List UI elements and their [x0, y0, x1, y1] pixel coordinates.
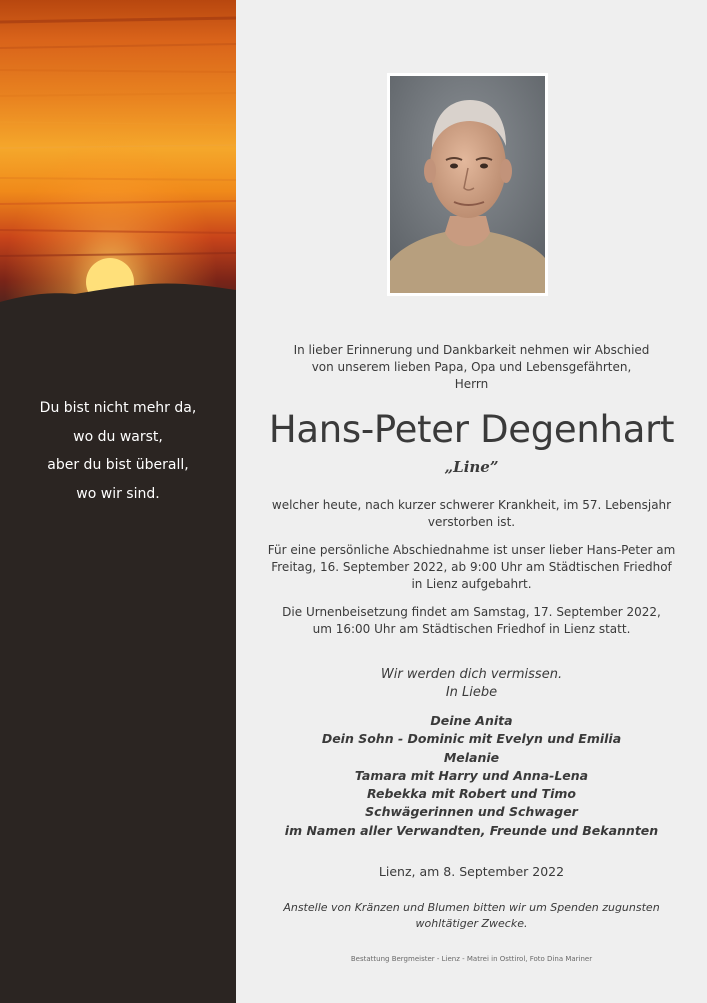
right-panel [236, 0, 707, 1003]
text-line: Freitag, 16. September 2022, ab 9:00 Uhr am Städtischen Friedhof [271, 560, 672, 574]
text-line: In Liebe [445, 685, 498, 700]
portrait-photo [390, 76, 545, 293]
text-line: in Lienz aufgebahrt. [411, 577, 532, 591]
burial-text [236, 604, 707, 638]
donation-request [236, 900, 707, 931]
credits-footer: Bestattung Bergmeister - Lienz - Matrei in Osttirol, Foto Dina Mariner [350, 955, 593, 963]
text-line: verstorben ist. [427, 515, 516, 529]
mourner-line: Deine Anita [430, 713, 513, 728]
intro-line: In lieber Erinnerung und Dankbarkeit nehmen wir Abschied [293, 343, 650, 357]
deceased-name: Hans-Peter Degenhart [268, 408, 675, 451]
portrait-frame [387, 73, 548, 296]
text-line: welcher heute, nach kurzer schwerer Krankheit, im 57. Lebensjahr [271, 498, 672, 512]
intro-line: Herrn [454, 377, 489, 391]
death-notice-text [236, 497, 707, 531]
sunset-image [0, 0, 236, 330]
text-line: um 16:00 Uhr am Städtischen Friedhof in Lienz statt. [312, 622, 631, 636]
mourner-line: im Namen aller Verwandten, Freunde und Bekannten [284, 822, 659, 838]
left-panel [0, 0, 236, 1003]
mourner-line: Tamara mit Harry und Anna-Lena [354, 767, 589, 783]
farewell-text [236, 542, 707, 593]
memorial-verse [0, 394, 236, 508]
mourner-line: Schwägerinnen und Schwager [365, 804, 578, 820]
text-line: Für eine persönliche Abschiednahme ist unser lieber Hans-Peter am [267, 543, 676, 557]
text-line: Die Urnenbeisetzung findet am Samstag, 17. September 2022, [282, 605, 661, 619]
mourner-line: Rebekka mit Robert und Timo [367, 786, 576, 802]
mourner-line: Dein Sohn - Dominic mit Evelyn und Emilia [321, 731, 622, 747]
verse-line: aber du bist überall, [47, 457, 189, 473]
text-line: Anstelle von Kränzen und Blumen bitten wir um Spenden zugunsten [283, 901, 660, 914]
mourner-line: Melanie [443, 749, 500, 765]
verse-line: Du bist nicht mehr da, [39, 400, 197, 416]
verse-line: wo wir sind. [76, 485, 160, 502]
mourners-list [236, 712, 707, 840]
verse-line: wo du warst, [73, 428, 163, 445]
place-and-date: Lienz, am 8. September 2022 [378, 864, 565, 879]
intro-text [236, 342, 707, 393]
miss-you-text [236, 666, 707, 702]
text-line: wohltätiger Zwecke. [415, 916, 528, 930]
intro-line: von unserem lieben Papa, Opa und Lebensgefährten, [311, 360, 632, 374]
deceased-nickname: „Line” [444, 458, 499, 476]
text-line: Wir werden dich vermissen. [380, 667, 563, 682]
